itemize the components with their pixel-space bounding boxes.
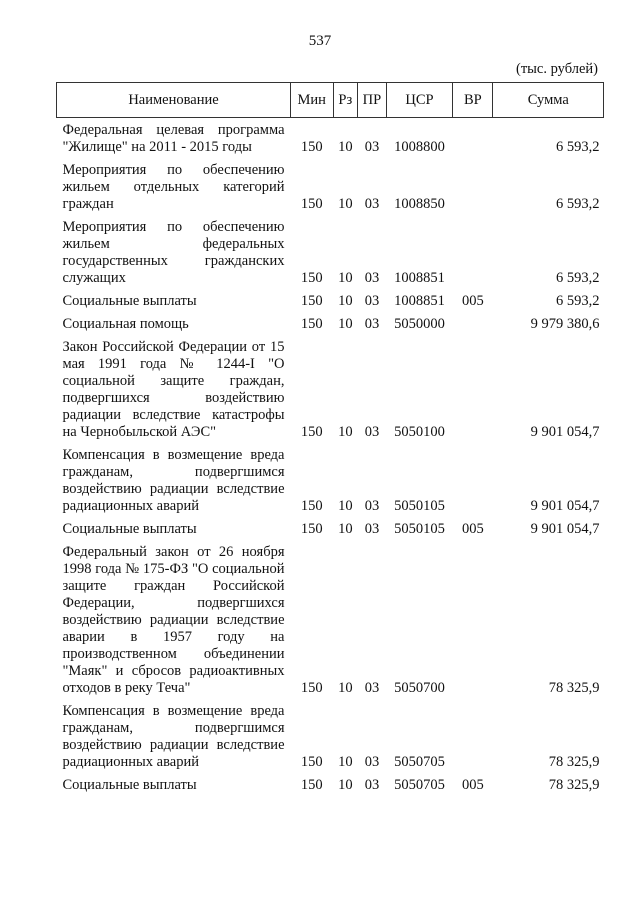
cell-name: Социальные выплаты [62,293,197,309]
cell-min: 150 [300,293,323,309]
cell-csr: 5050700 [394,680,445,696]
cell-name: Закон Российской Федерации от 15 мая 1991 года № 1244-I "О социальной защите граждан, подвергшихся воздействию радиации вследствие катастрофы на Чернобыльской АЭС" [62,339,285,440]
table-row [57,293,604,316]
header-sum: Сумма [493,83,604,118]
cell-csr: 5050705 [394,754,445,770]
cell-rz: 10 [338,498,353,514]
cell-min: 150 [300,498,323,514]
cell-pr: 03 [364,777,380,793]
cell-csr: 1008851 [394,270,445,286]
cell-vr [453,447,493,521]
cell-rz: 10 [338,293,353,309]
cell-min: 150 [300,424,323,440]
table-row [57,703,604,777]
cell-pr: 03 [364,316,380,332]
cell-min: 150 [300,521,323,537]
cell-csr: 5050000 [394,316,445,332]
cell-min: 150 [300,270,323,286]
cell-rz: 10 [338,424,353,440]
cell-csr: 5050105 [394,498,445,514]
table-row [57,447,604,521]
cell-vr [453,118,493,163]
cell-min: 150 [300,680,323,696]
cell-sum: 9 901 054,7 [530,521,600,537]
units-label: (тыс. рублей) [516,61,598,77]
header-name: Наименование [57,83,291,118]
cell-vr [453,316,493,339]
header-csr: ЦСР [386,83,452,118]
cell-vr [453,219,493,293]
cell-rz: 10 [338,196,353,212]
cell-sum: 6 593,2 [556,196,600,212]
cell-min: 150 [300,196,323,212]
cell-name: Социальные выплаты [62,521,197,537]
header-pr: ПР [358,83,387,118]
cell-sum: 9 901 054,7 [530,498,600,514]
cell-csr: 1008850 [394,196,445,212]
table-row [57,118,604,163]
cell-pr: 03 [364,139,380,155]
page-number: 537 [308,33,332,49]
budget-table [56,82,604,800]
header-min: Мин [291,83,334,118]
table-row [57,339,604,447]
cell-pr: 03 [364,754,380,770]
header-rz: Рз [333,83,358,118]
cell-name: Социальные выплаты [62,777,197,793]
cell-rz: 10 [338,680,353,696]
cell-sum: 78 325,9 [548,754,600,770]
cell-name: Мероприятия по обеспечению жильем отдельных категорий граждан [62,162,285,212]
cell-min: 150 [300,754,323,770]
cell-sum: 9 901 054,7 [530,424,600,440]
cell-vr [453,162,493,219]
cell-pr: 03 [364,680,380,696]
cell-csr: 1008800 [394,139,445,155]
cell-sum: 78 325,9 [548,777,600,793]
cell-name: Социальная помощь [62,316,189,332]
cell-vr [453,703,493,777]
cell-csr: 1008851 [394,293,445,309]
cell-sum: 6 593,2 [556,270,600,286]
cell-rz: 10 [338,316,353,332]
cell-sum: 6 593,2 [556,139,600,155]
cell-csr: 5050100 [394,424,445,440]
cell-sum: 9 979 380,6 [530,316,600,332]
cell-vr: 005 [461,521,484,537]
cell-vr: 005 [461,293,484,309]
cell-rz: 10 [338,270,353,286]
table-header [57,83,604,118]
table-row [57,777,604,800]
cell-vr: 005 [461,777,484,793]
cell-name: Мероприятия по обеспечению жильем федеральных государственных гражданских служащих [62,219,285,286]
cell-name: Федеральный закон от 26 ноября 1998 года № 175-ФЗ "О социальной защите граждан Российской Федерации, подвергшихся воздействию радиации вследствие аварии в 1957 году на производственном объединении "Маяк" и сбросов радиоактивных отходов в реку Теча" [62,544,285,696]
cell-pr: 03 [364,498,380,514]
table-row [57,219,604,293]
cell-sum: 78 325,9 [548,680,600,696]
cell-min: 150 [300,777,323,793]
cell-pr: 03 [364,293,380,309]
cell-vr [453,339,493,447]
cell-min: 150 [300,316,323,332]
cell-pr: 03 [364,196,380,212]
cell-rz: 10 [338,777,353,793]
cell-name: Компенсация в возмещение вреда гражданам, подвергшимся воздействию радиации вследствие радиационных аварий [62,447,285,514]
cell-pr: 03 [364,424,380,440]
cell-name: Федеральная целевая программа "Жилище" на 2011 - 2015 годы [62,122,285,155]
cell-rz: 10 [338,139,353,155]
table-row [57,521,604,544]
cell-pr: 03 [364,270,380,286]
cell-rz: 10 [338,754,353,770]
table-row [57,544,604,703]
cell-vr [453,544,493,703]
cell-min: 150 [300,139,323,155]
header-vr: ВР [453,83,493,118]
cell-csr: 5050705 [394,777,445,793]
cell-csr: 5050105 [394,521,445,537]
cell-rz: 10 [338,521,353,537]
table-row [57,316,604,339]
table-row [57,162,604,219]
cell-pr: 03 [364,521,380,537]
cell-name: Компенсация в возмещение вреда гражданам, подвергшимся воздействию радиации вследствие радиационных аварий [62,703,285,770]
cell-sum: 6 593,2 [556,293,600,309]
